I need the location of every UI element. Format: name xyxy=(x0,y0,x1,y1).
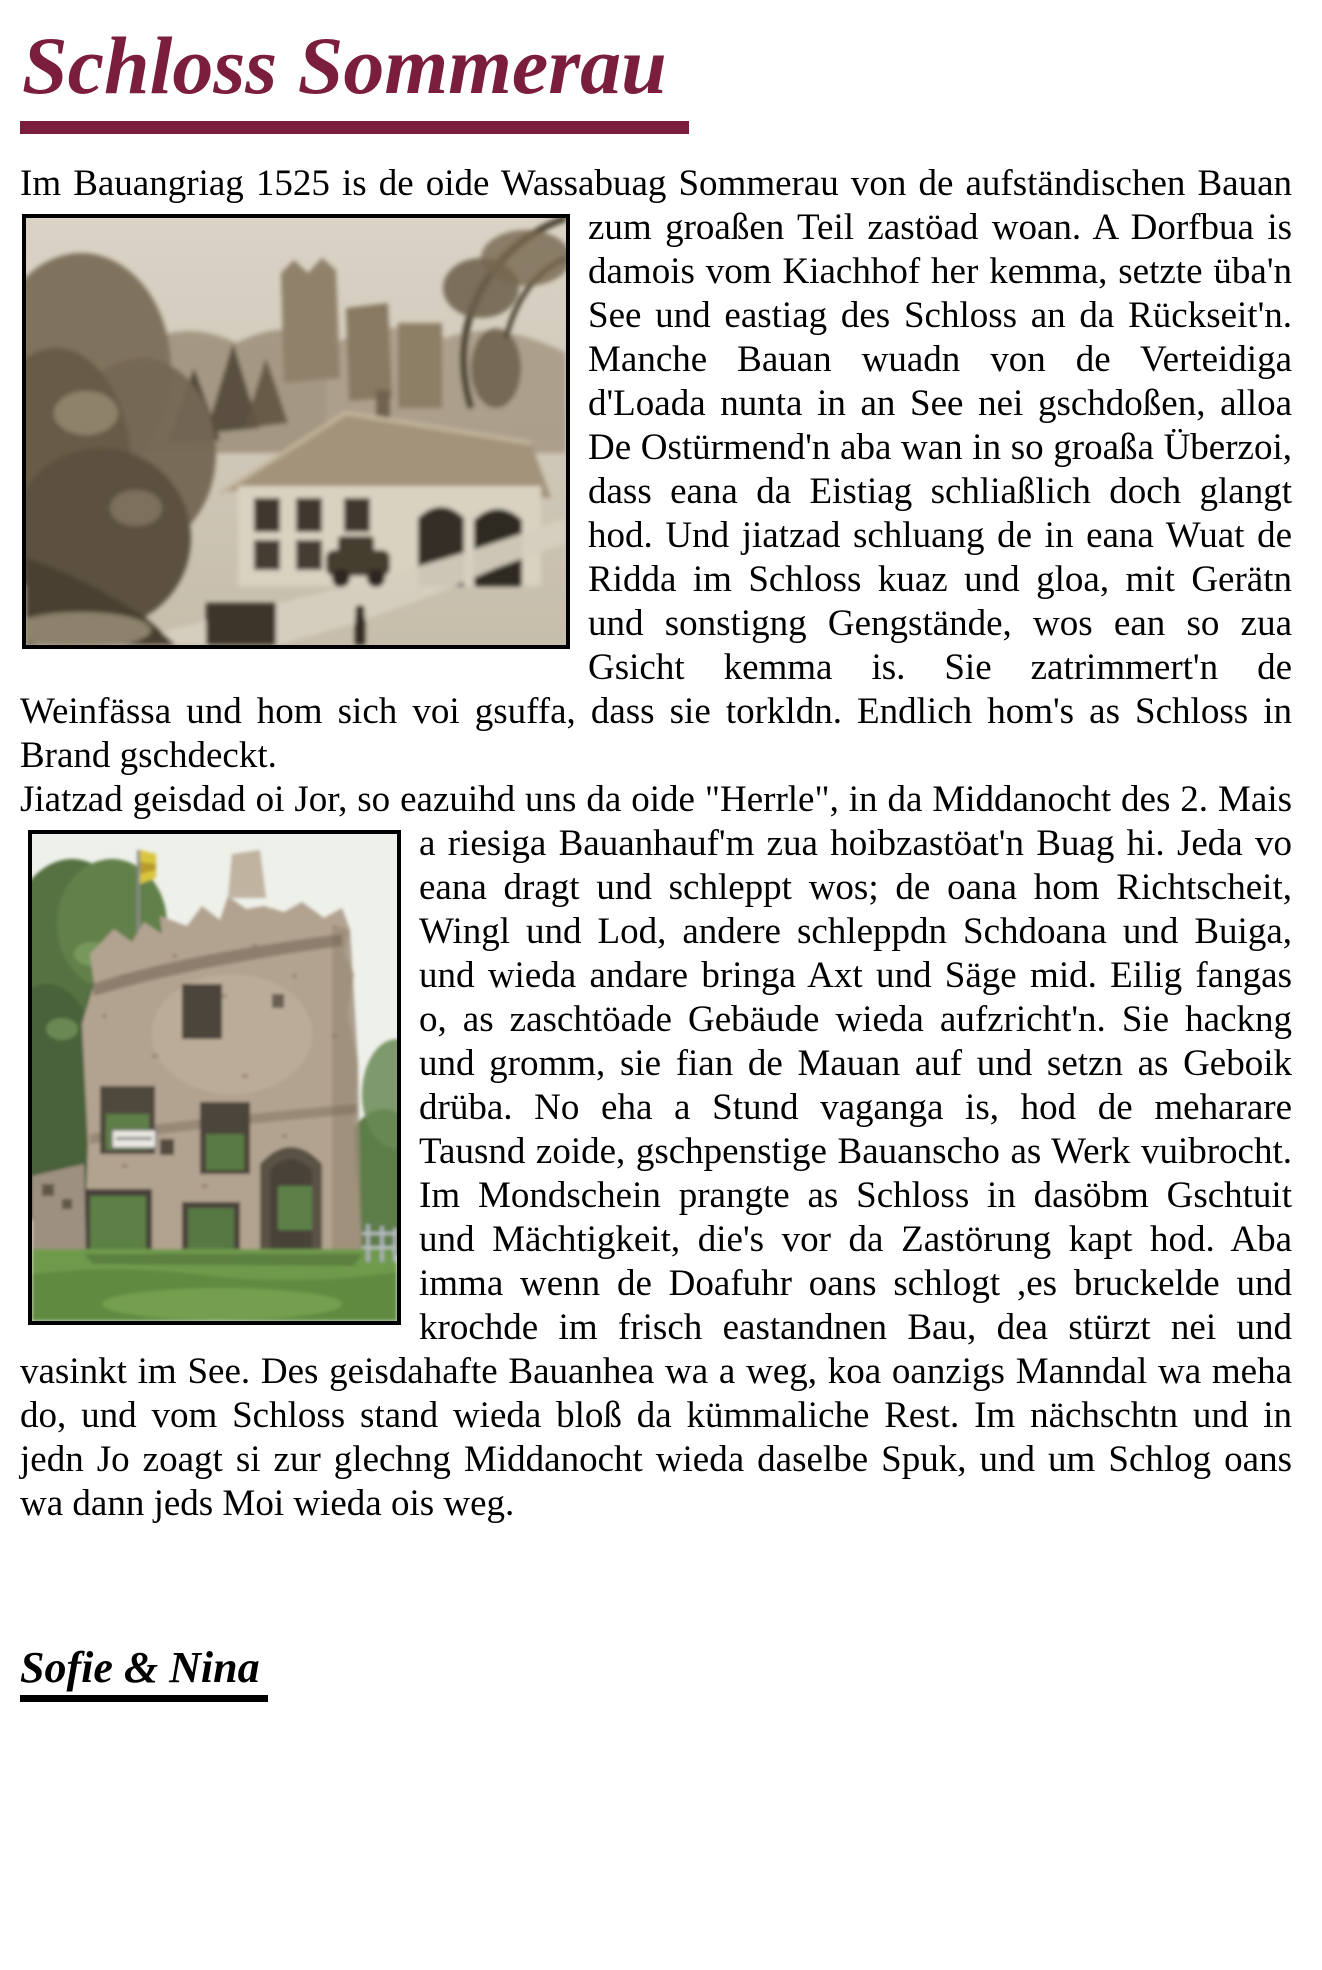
signature-text: Sofie & Nina xyxy=(20,1644,268,1702)
paragraph-2 xyxy=(20,778,1292,1526)
paragraph-2-rest: hi. Jeda vo eana dragt und schleppt wos; de oana hom Richtscheit, Wingl und Lod, andere schleppdn Schdoana und Buiga, und wieda andare bringa Axt und Säge mid. Eilig fangas o, as zaschtöade Gebäude wieda aufzricht'n. Sie hackng und gromm, sie fian de Mauan auf und setzn as Geboik drüba. No eha a Stund vaganga is, hod de meharare Tausnd zoide, gschpenstige Bauanscho as Werk vuibrocht. Im Mondschein prangte as Schloss in dasöbm Gschtuit und Mächtigkeit, die's vor da Zastörung kapt hod. Aba imma wenn de Doafuhr oans schlogt ,es bruckelde und krochde im frisch eastandnen Bau, dea stürzt nei und vasinkt im See. Des geisdahafte Bauanhea wa a weg, koa oanzigs Manndal wa meha do, und vom Schloss stand wieda bloß da kümmaliche Rest. Im nächschtn und in jedn Jo zoagt si zur glechng Middanocht wieda daselbe Spuk, und um Schlog oans wa dann jeds Moi wieda ois weg. xyxy=(20,822,1292,1524)
paragraph-1-lead: Im Bauangriag 1525 is de oide Wassabuag Sommerau von de aufständischen Bauan zum groaßen Teil zastöad woan. A Dorfbua is xyxy=(20,162,1292,248)
paragraph-1 xyxy=(20,162,1292,778)
page-title-text: Schloss Sommerau xyxy=(20,22,689,134)
photo-old-farmhouse-castle-ruin xyxy=(22,214,570,649)
photo-castle-ruin-wall xyxy=(28,830,401,1325)
paragraph-1-rest: damois vom Kiachhof her kemma, setzte üba'n See und eastiag des Schloss an da Rückseit'n. Manche Bauan wuadn von de Verteidiga d'Loada nunta in an See nei gschdoßen, alloa De Ostürmend'n aba wan in so groaßa Überzoi, dass eana da Eistiag schliaßlich doch glangt hod. Und jiatzad schluang de in eana Wuat de Ridda im Schloss kuaz und gloa, mit Gerätn und sonstigng Gengstände, wos ean so zua Gsicht kemma is. Sie zatrimmert'n de Weinfässa und hom sich voi gsuffa, dass sie torkldn. Endlich hom's as Schloss in Brand gschdeckt. xyxy=(20,250,1292,776)
page-title xyxy=(20,22,1292,134)
signature xyxy=(20,1644,1292,1702)
paragraph-2-lead: Jiatzad geisdad oi Jor, so eazuihd uns da oide "Herrle", in da Middanocht des 2. Mais a riesiga Bauanhauf'm zua hoibzastöat'n Buag xyxy=(20,778,1292,864)
